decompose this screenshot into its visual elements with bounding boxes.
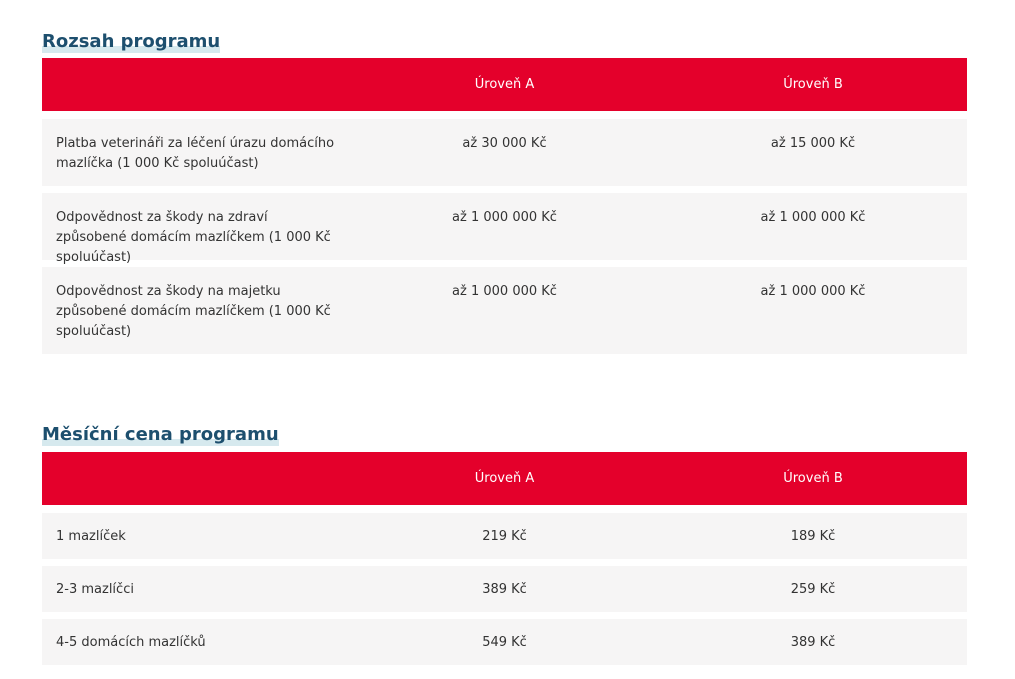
- table-row: [42, 566, 967, 612]
- pricing-title-text: Měsíční cena programu: [42, 424, 279, 445]
- coverage-table-header: [42, 58, 967, 111]
- header-level-b: Úroveň B: [783, 471, 843, 486]
- row-value-a: 389 Kč: [482, 581, 527, 597]
- row-value-b: až 1 000 000 Kč: [760, 210, 866, 225]
- row-value-a: 219 Kč: [482, 528, 527, 544]
- coverage-title-text: Rozsah programu: [42, 31, 221, 52]
- row-value-a: až 1 000 000 Kč: [452, 284, 557, 299]
- row-label: 2-3 mazlíčci: [56, 581, 134, 597]
- row-value-a: 549 Kč: [482, 634, 527, 650]
- header-level-a: Úroveň A: [474, 77, 535, 92]
- row-label: Odpovědnost za škody na zdraví způsobené domácím mazlíčkem (1 000 Kč spoluúčast): [56, 210, 331, 265]
- table-row: [42, 619, 967, 665]
- pricing-section: [42, 424, 967, 665]
- row-value-b: 389 Kč: [790, 634, 836, 650]
- pricing-title: [42, 424, 279, 446]
- row-label: 1 mazlíček: [56, 528, 126, 544]
- table-row: [42, 513, 967, 559]
- table-row: [42, 119, 967, 186]
- table-row: [42, 267, 967, 354]
- row-value-a: až 30 000 Kč: [462, 136, 547, 151]
- row-value-a: až 1 000 000 Kč: [452, 210, 557, 225]
- row-value-b: 189 Kč: [790, 528, 836, 544]
- row-label: Platba veterináři za léčení úrazu domácího mazlíčka (1 000 Kč spoluúčast): [56, 136, 335, 171]
- table-row: [42, 193, 967, 265]
- header-level-a: Úroveň A: [474, 471, 535, 486]
- row-value-b: 259 Kč: [790, 581, 836, 597]
- coverage-table: [42, 58, 967, 354]
- pricing-table: [42, 452, 967, 665]
- pricing-table-header: [42, 452, 967, 505]
- row-value-b: až 15 000 Kč: [770, 136, 856, 151]
- header-level-b: Úroveň B: [783, 77, 843, 92]
- coverage-section: [42, 31, 967, 354]
- row-label: Odpovědnost za škody na majetku způsobené domácím mazlíčkem (1 000 Kč spoluúčast): [56, 284, 331, 339]
- coverage-title: [42, 31, 220, 53]
- row-label: 4-5 domácích mazlíčků: [56, 634, 206, 650]
- row-value-b: až 1 000 000 Kč: [760, 284, 866, 299]
